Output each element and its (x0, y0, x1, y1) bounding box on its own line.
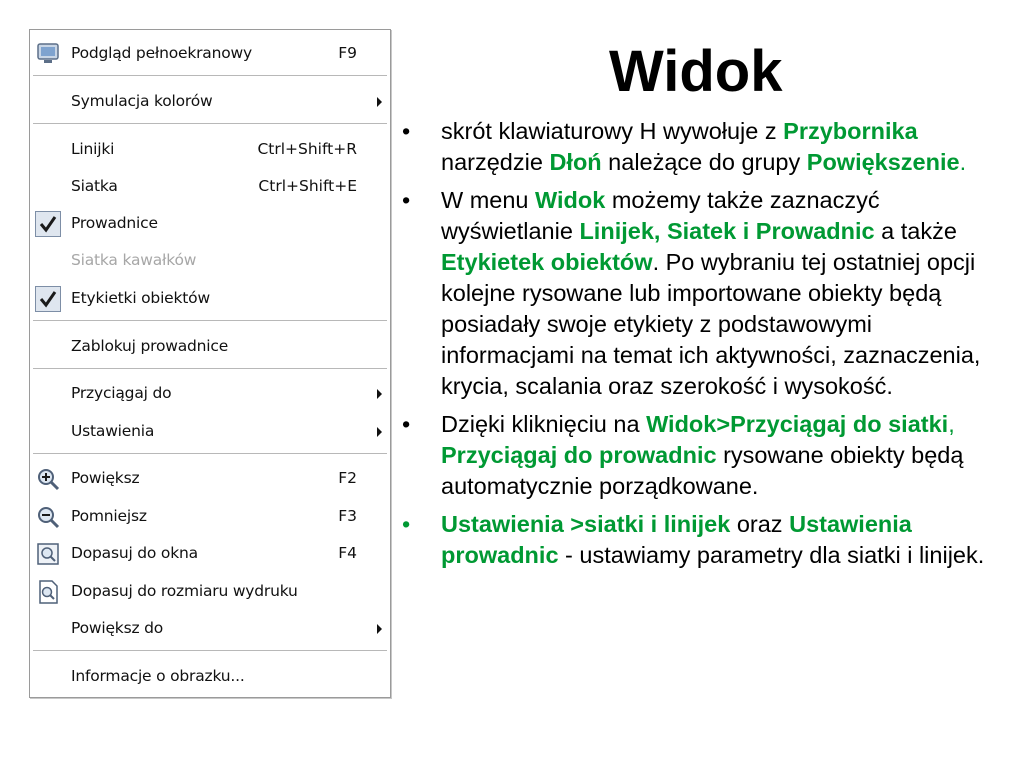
menu-item-zoom-out[interactable] (30, 501, 390, 531)
fit-window-icon (35, 541, 61, 567)
shortcut-label: Ctrl+Shift+R (257, 140, 357, 158)
checkmark-icon (35, 211, 61, 237)
menu-item-chunk-grid (30, 245, 390, 275)
bullet-item (402, 509, 1002, 571)
menu-item-rulers[interactable] (30, 134, 390, 164)
shortcut-label: F3 (338, 507, 357, 525)
menu-item-label: Linijki (71, 140, 115, 158)
highlight-text: Linijek, Siatek i Prowadnic (579, 218, 875, 244)
submenu-arrow-icon (377, 624, 382, 634)
submenu-arrow-icon (377, 97, 382, 107)
zoom-in-icon (35, 466, 61, 492)
highlight-text: Ustawienia prowadnic (441, 511, 912, 568)
bullet-dot: • (402, 411, 411, 437)
menu-item-label: Powiększ do (71, 619, 164, 637)
menu-item-lock-guides[interactable] (30, 331, 390, 361)
menu-item-label: Prowadnice (71, 214, 158, 232)
menu-item-zoom-in[interactable] (30, 463, 390, 493)
submenu-arrow-icon (377, 389, 382, 399)
submenu-arrow-icon (377, 427, 382, 437)
menu-item-zoom-to[interactable] (30, 613, 390, 643)
bullet-text: , (948, 411, 955, 437)
zoom-out-icon (35, 504, 61, 530)
highlight-text: Widok>Przyciągaj do siatki (646, 411, 949, 437)
bullet-text: możemy także zaznaczyć wyświetlanie (441, 187, 880, 244)
bullet-text: . (959, 149, 967, 175)
menu-item-label: Pomniejsz (71, 507, 147, 525)
bullet-text: oraz (730, 511, 790, 537)
menu-item-label: Przyciągaj do (71, 384, 172, 402)
separator (33, 75, 387, 77)
menu-item-label: Siatka kawałków (71, 251, 197, 269)
separator (33, 453, 387, 455)
bullet-text: - ustawiamy parametry dla siatki i linijek. (558, 542, 985, 568)
menu-item-label: Ustawienia (71, 422, 155, 440)
menu-item-label: Zablokuj prowadnice (71, 337, 229, 355)
bullet-text: Dzięki kliknięciu na (441, 411, 647, 437)
menu-item-fit-print-size[interactable] (30, 576, 390, 606)
bullet-text: a także (874, 218, 957, 244)
menu-item-label: Dopasuj do okna (71, 544, 198, 562)
menu-item-snap-to[interactable] (30, 378, 390, 408)
bullet-item (402, 116, 1002, 178)
shortcut-label: Ctrl+Shift+E (258, 177, 357, 195)
separator (33, 368, 387, 370)
separator (33, 123, 387, 125)
checkmark-icon (35, 286, 61, 312)
highlight-text: Etykietek obiektów (441, 249, 653, 275)
highlight-text: Powiększenie (806, 149, 960, 175)
slide-title: Widok (609, 39, 783, 104)
separator (33, 650, 387, 652)
bullet-dot: • (402, 187, 411, 213)
bullet-text: skrót klawiaturowy H wywołuje z (441, 118, 784, 144)
menu-item-grid[interactable] (30, 171, 390, 201)
menu-item-label: Podgląd pełnoekranowy (71, 44, 252, 62)
highlight-text: Dłoń (549, 149, 602, 175)
bullet-dot: • (402, 118, 411, 144)
monitor-icon (35, 41, 61, 67)
highlight-text: Przybornika (783, 118, 918, 144)
menu-item-label: Powiększ (71, 469, 140, 487)
bullet-text: rysowane obiekty będą automatycznie porządkowane. (441, 442, 964, 499)
bullet-item (402, 185, 1002, 402)
shortcut-label: F2 (338, 469, 357, 487)
bullet-list (402, 116, 1002, 578)
bullet-dot: • (402, 511, 411, 537)
separator (33, 320, 387, 322)
bullet-item (402, 409, 1002, 502)
shortcut-label: F9 (338, 44, 357, 62)
bullet-text: narzędzie (441, 149, 550, 175)
bullet-text: . Po wybraniu tej ostatniej opcji kolejne rysowane lub importowane obiekty będą posiadały swoje etykiety z podstawowymi informacjami na temat ich aktywności, zaznaczenia, krycia, scalania oraz szerokość i wysokość. (441, 249, 981, 399)
menu-item-label: Etykietki obiektów (71, 289, 210, 307)
menu-item-color-simulation[interactable] (30, 86, 390, 116)
bullet-text: W menu (441, 187, 536, 213)
menu-item-label: Siatka (71, 177, 118, 195)
bullet-text: należące do grupy (601, 149, 807, 175)
menu-item-label: Dopasuj do rozmiaru wydruku (71, 582, 298, 600)
menu-item-image-info[interactable] (30, 661, 390, 691)
highlight-text: Widok (535, 187, 606, 213)
highlight-text: Przyciągaj do prowadnic (441, 442, 717, 468)
menu-item-object-labels[interactable] (30, 283, 390, 313)
view-menu (29, 29, 391, 698)
menu-item-settings[interactable] (30, 416, 390, 446)
menu-item-fit-window[interactable] (30, 538, 390, 568)
menu-item-label: Symulacja kolorów (71, 92, 213, 110)
highlight-text: Ustawienia >siatki i linijek (441, 511, 731, 537)
shortcut-label: F4 (338, 544, 357, 562)
fit-page-icon (35, 579, 61, 605)
menu-item-guides[interactable] (30, 208, 390, 238)
menu-item-label: Informacje o obrazku... (71, 667, 245, 685)
menu-item-fullscreen-preview[interactable] (30, 38, 390, 68)
